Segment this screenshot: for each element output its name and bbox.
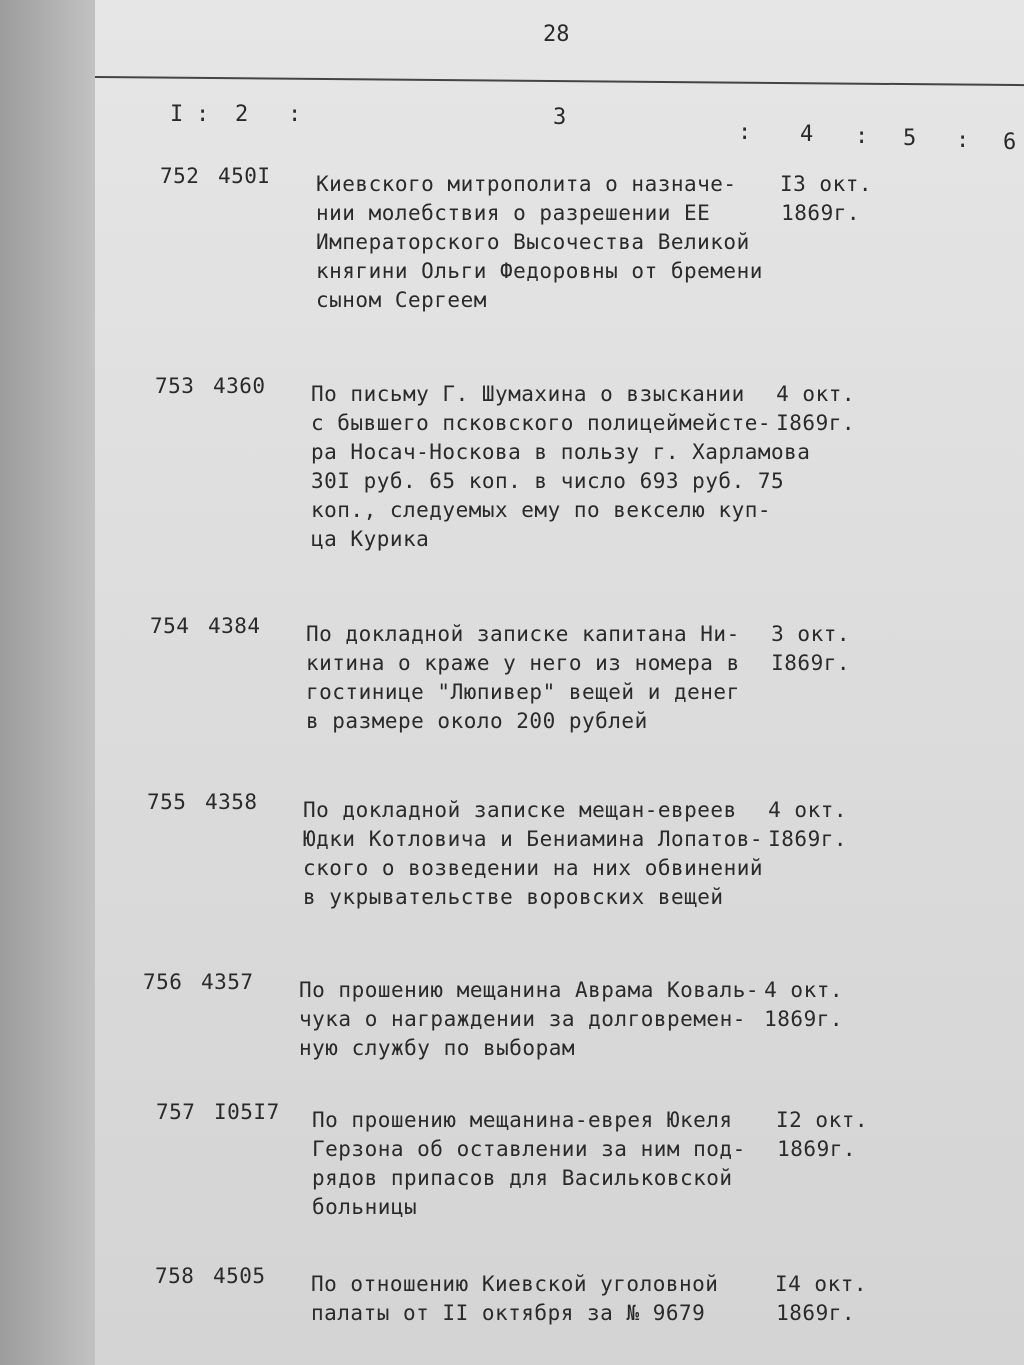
entry-number: 756 — [143, 970, 183, 994]
description-line: коп., следуемых ему по векселю куп- — [311, 498, 772, 522]
date-line: I869г. — [771, 651, 850, 675]
column-header-5: 5 — [903, 126, 917, 151]
entry-number: 758 — [155, 1264, 195, 1288]
column-header-6: 6 — [1003, 130, 1017, 155]
description-line: По докладной записке капитана Ни- — [306, 622, 740, 646]
entry-date — [776, 1106, 869, 1164]
document-id: I05I7 — [214, 1100, 280, 1124]
date-line: I3 окт. — [780, 172, 873, 196]
description-line: палаты от II октября за № 9679 — [311, 1301, 706, 1325]
document-id: 4357 — [201, 970, 254, 994]
entry-number: 757 — [156, 1100, 196, 1124]
column-separator: : — [196, 102, 210, 127]
date-line: 1869г. — [781, 201, 860, 225]
entry-description — [303, 796, 763, 912]
entry-description — [312, 1106, 746, 1222]
column-header-4: 4 — [800, 122, 814, 147]
column-separator: : — [956, 128, 970, 153]
entry-number: 753 — [155, 374, 195, 398]
date-line: I869г. — [768, 827, 847, 851]
description-line: нии молебствия о разрешении ЕЕ — [316, 201, 711, 225]
description-line: По письму Г. Шумахина о взыскании — [311, 382, 745, 406]
date-line: I4 окт. — [775, 1272, 868, 1296]
column-separator: : — [738, 120, 752, 145]
description-line: По отношению Киевской уголовной — [311, 1272, 719, 1296]
document-id: 4358 — [205, 790, 258, 814]
description-line: гостинице "Люпивер" вещей и денег — [306, 680, 740, 704]
page-number: 28 — [543, 22, 570, 47]
description-line: китина о краже у него из номера в — [306, 651, 740, 675]
entry-date — [775, 380, 855, 438]
entry-number: 755 — [147, 790, 187, 814]
description-line: с бывшего псковского полицеймейсте- — [311, 411, 772, 435]
entry-number: 752 — [160, 164, 200, 188]
description-line: в укрывательстве воровских вещей — [303, 885, 724, 909]
date-line: 3 окт. — [771, 622, 850, 646]
description-line: Киевского митрополита о назначе- — [316, 172, 737, 196]
column-separator: : — [855, 124, 869, 149]
date-line: I2 окт. — [776, 1108, 869, 1132]
entry-date — [770, 620, 850, 678]
column-header-2: 2 — [235, 102, 249, 127]
date-line: I869г. — [776, 411, 855, 435]
left-margin-shadow — [0, 0, 95, 1365]
date-line: 1869г. — [777, 1137, 856, 1161]
date-line: 4 окт. — [764, 978, 843, 1002]
description-line: чука о награждении за долговремен- — [299, 1007, 746, 1031]
date-line: 4 окт. — [768, 798, 847, 822]
description-line: По докладной записке мещан-евреев — [303, 798, 737, 822]
description-line: рядов припасов для Васильковской — [312, 1166, 733, 1190]
entry-description — [306, 620, 740, 736]
entry-description — [299, 976, 759, 1063]
entry-description — [316, 170, 763, 315]
document-id: 450I — [218, 164, 271, 188]
description-line: в размере около 200 рублей — [306, 709, 648, 733]
column-separator: : — [288, 102, 302, 127]
description-line: ца Курика — [311, 527, 430, 551]
description-line: Императорского Высочества Великой — [316, 230, 750, 254]
description-line: сыном Сергеем — [316, 288, 487, 312]
date-line: 1869г. — [764, 1007, 843, 1031]
description-line: Герзона об оставлении за ним под- — [312, 1137, 746, 1161]
description-line: ского о возведении на них обвинений — [303, 856, 764, 880]
document-id: 4505 — [213, 1264, 266, 1288]
description-line: больницы — [312, 1195, 418, 1219]
entry-description — [311, 1270, 718, 1328]
entry-description — [311, 380, 810, 554]
description-line: 30I руб. 65 коп. в число 693 руб. 75 — [311, 469, 785, 493]
date-line: 4 окт. — [776, 382, 855, 406]
date-line: 1869г. — [776, 1301, 855, 1325]
entry-number: 754 — [150, 614, 190, 638]
description-line: ную службу по выборам — [299, 1036, 576, 1060]
entry-date — [763, 976, 843, 1034]
description-line: ра Носач-Носкова в пользу г. Харламова — [311, 440, 811, 464]
entry-date — [780, 170, 873, 228]
description-line: По прошению мещанина Аврама Коваль- — [299, 978, 760, 1002]
description-line: княгини Ольги Федоровны от бремени — [316, 259, 763, 283]
document-id: 4384 — [208, 614, 261, 638]
column-header-3: 3 — [553, 105, 567, 130]
description-line: Юдки Котловича и Бениамина Лопатов- — [303, 827, 764, 851]
description-line: По прошению мещанина-еврея Юкеля — [312, 1108, 733, 1132]
entry-date — [775, 1270, 868, 1328]
column-header-1: I — [170, 102, 184, 127]
entry-date — [767, 796, 847, 854]
document-id: 4360 — [213, 374, 266, 398]
